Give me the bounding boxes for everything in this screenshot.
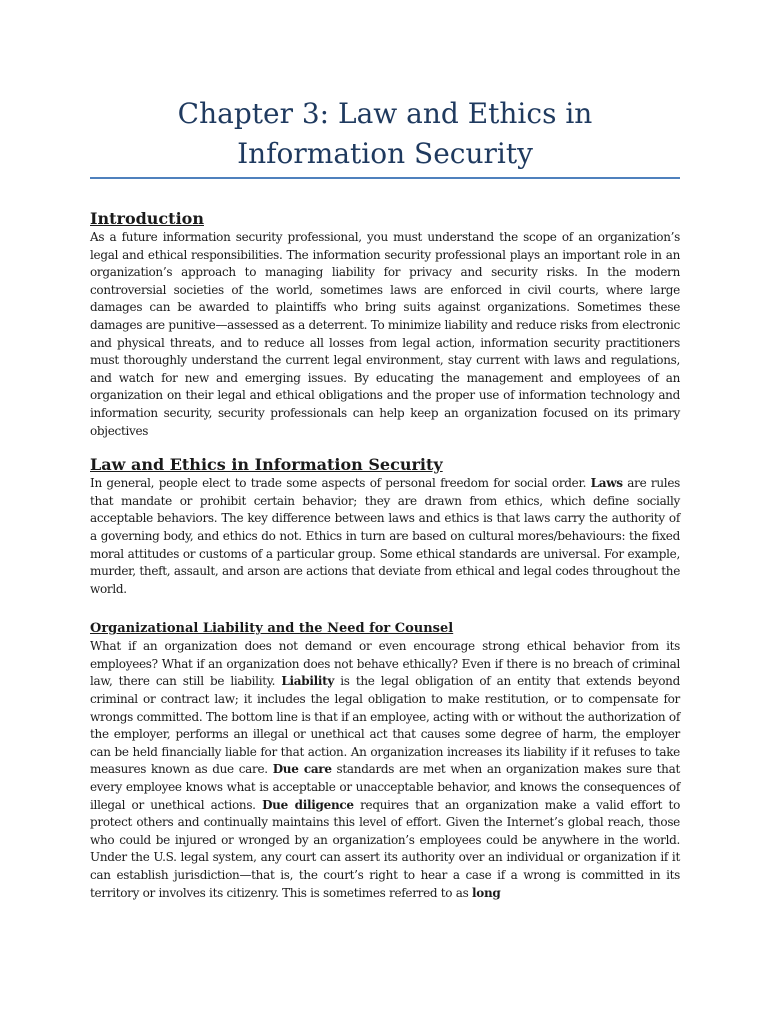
term-long: long (471, 885, 501, 900)
document-page (90, 0, 680, 902)
chapter-title: Chapter 3: Law and Ethics in Information Security (177, 97, 593, 170)
law-ethics-text-1: In general, people elect to trade some aspects of personal freedom for social order. (90, 476, 591, 491)
term-due-diligence: Due diligence (262, 797, 354, 812)
introduction-heading: Introduction (90, 209, 204, 228)
term-liability: Liability (281, 674, 335, 689)
org-liability-paragraph (90, 638, 680, 902)
org-liability-text-3: standards are met when an organization makes sure that every employee knows what is acceptable or unacceptable behavior, and knows the consequences of illegal or unethical actions. (90, 762, 680, 812)
introduction-paragraph: As a future information security professional, you must understand the scope of an organization’s legal and ethical responsibilities. The information security professional plays an important role in an organization’s approach to managing liability for privacy and security risks. In the modern controversial societies of the world, sometimes laws are enforced in civil courts, where large damages can be awarded to plaintiffs who bring suits against organizations. Sometimes these damages are punitive—assessed as a deterrent. To minimize liability and reduce risks from electronic and physical threats, and to reduce all losses from legal action, information security practitioners must thoroughly understand the current legal environment, stay current with laws and regulations, and watch for new and emerging issues. By educating the management and employees of an organization on their legal and ethical obligations and the proper use of information technology and information security, security professionals can help keep an organization focused on its primary objectives (90, 230, 680, 438)
org-liability-text-2: is the legal obligation of an entity that extends beyond criminal or contract law; it includes the legal obligation to make restitution, or to compensate for wrongs committed. The bottom line is that if an employee, acting with or without the authorization of the employer, performs an illegal or unethical act that causes some degree of harm, the employer can be held financially liable for that action. An organization increases its liability if it refuses to take measures known as due care. (90, 674, 680, 777)
section-organizational-liability (90, 620, 680, 902)
law-ethics-paragraph (90, 475, 680, 598)
org-liability-text-1: What if an organization does not demand or even encourage strong ethical behavior from its employees? What if an organization does not behave ethically? Even if there is no breach of criminal law, there can still be liability. (90, 639, 680, 689)
term-laws: Laws (590, 476, 623, 491)
section-law-and-ethics (90, 455, 680, 598)
section-introduction (90, 209, 680, 440)
term-due-care: Due care (272, 762, 332, 777)
law-ethics-text-2: are rules that mandate or prohibit certain behavior; they are drawn from ethics, which define socially acceptable behaviors. The key difference between laws and ethics is that laws carry the authority of a governing body, and ethics do not. Ethics in turn are based on cultural mores/behaviours: the fixed moral attitudes or customs of a particular group. Some ethical standards are universal. For example, murder, theft, assault, and arson are actions that deviate from ethical and legal codes throughout the world. (90, 476, 680, 596)
law-ethics-heading: Law and Ethics in Information Security (90, 455, 443, 475)
org-liability-text-4: requires that an organization make a valid effort to protect others and continually maintains this level of effort. Given the Internet’s global reach, those who could be injured or wronged by an organization’s employees could be anywhere in the world. Under the U.S. legal system, any court can assert its authority over an individual or organization if it can establish jurisdiction—that is, the court’s right to hear a case if a wrong is committed in its territory or involves its citizenry. This is sometimes referred to as (90, 797, 680, 900)
org-liability-heading: Organizational Liability and the Need for Counsel (90, 621, 454, 637)
title-divider (90, 177, 680, 179)
